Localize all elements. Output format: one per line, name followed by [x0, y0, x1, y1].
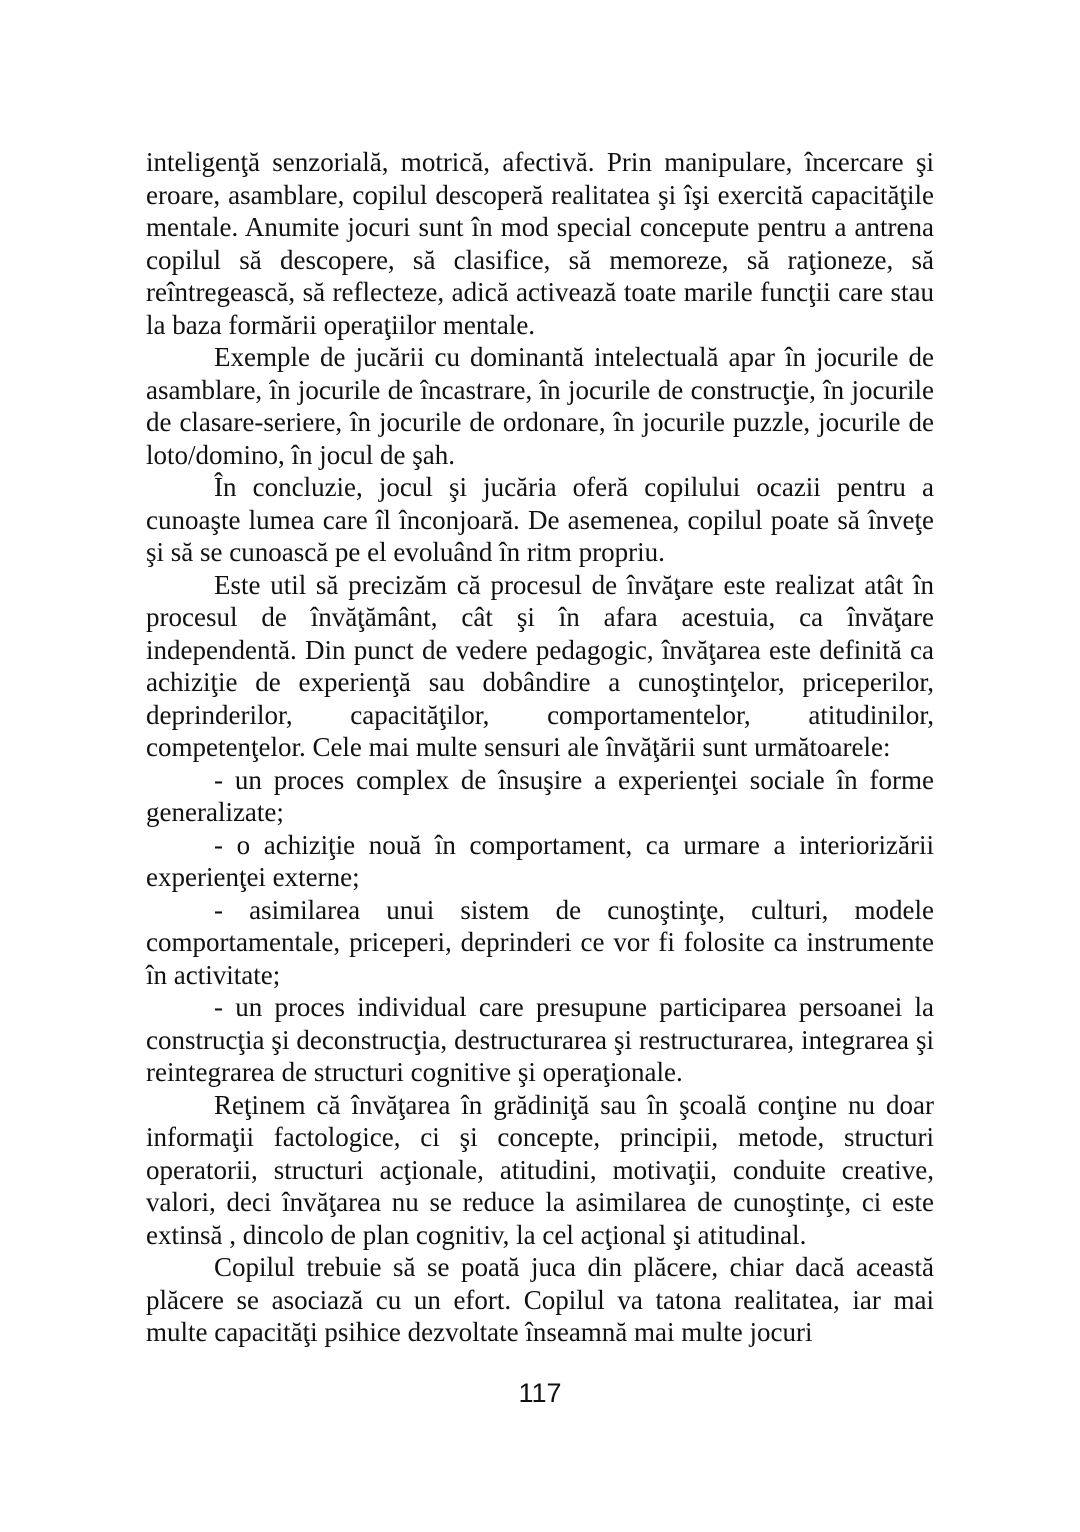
paragraph-6: Copilul trebuie să se poată juca din plăcere, chiar dacă această plăcere se asociază cu un efort. Copilul va tatona realitatea, iar mai multe capacităţi psihice dezvoltate înseamnă mai multe jocuri [146, 1252, 934, 1347]
list-item-1: - un proces complex de însuşire a experienţei sociale în forme generalizate; [146, 764, 934, 827]
paragraph-1: inteligenţă senzorială, motrică, afectivă. Prin manipulare, încercare şi eroare, asamblare, copilul descoperă realitatea şi îşi exercită capacităţile mentale. Anumite jocuri sunt în mod special concepute pentru a antrena copilul să descopere, să clasifice, să memoreze, să raţioneze, să reîntregească, să reflecteze, adică activează toate marile funcţii care stau la baza formării operaţiilor mentale. [146, 147, 934, 340]
paragraph-5: Reţinem că învăţarea în grădiniţă sau în şcoală conţine nu doar informaţii factologice, ci şi concepte, principii, metode, structuri operatorii, structuri acţionale, atitudini, motivaţii, conduite creative, valori, deci învăţarea nu se reduce la asimilarea de cunoştinţe, ci este extinsă , dincolo de plan cognitiv, la cel acţional şi atitudinal. [146, 1089, 934, 1250]
body-text [146, 146, 934, 1349]
paragraph-3: În concluzie, jocul şi jucăria oferă copilului ocazii pentru a cunoaşte lumea care îl înconjoară. De asemenea, copilul poate să înveţe şi să se cunoască pe el evoluând în ritm propriu. [146, 472, 934, 567]
paragraph-2: Exemple de jucării cu dominantă intelectuală apar în jocurile de asamblare, în jocurile de încastrare, în jocurile de construcţie, în jocurile de clasare-seriere, în jocurile de ordonare, în jocurile puzzle, jocurile de loto/domino, în jocul de şah. [146, 342, 934, 470]
page-number: 117 [518, 1378, 562, 1408]
list-item-3: - asimilarea unui sistem de cunoştinţe, culturi, modele comportamentale, priceperi, deprinderi ce vor fi folosite ca instrumente în activitate; [146, 894, 934, 990]
list-item-2: - o achiziţie nouă în comportament, ca urmare a interiorizării experienţei externe; [146, 829, 934, 892]
paragraph-4: Este util să precizăm că procesul de învăţare este realizat atât în procesul de învăţământ, cât şi în afara acestuia, ca învăţare independentă. Din punct de vedere pedagogic, învăţarea este definită ca achiziţie de experienţă sau dobândire a cunoştinţelor, priceperilor, deprinderilor, capacităţilor, comportamentelor, atitudinilor, competenţelor. Cele mai multe sensuri ale învăţării sunt următoarele: [146, 569, 934, 762]
list-item-4: - un proces individual care presupune participarea persoanei la construcţia şi deconstrucţia, destructurarea şi restructurarea, integrarea şi reintegrarea de structuri cognitive şi operaţionale. [146, 992, 934, 1087]
